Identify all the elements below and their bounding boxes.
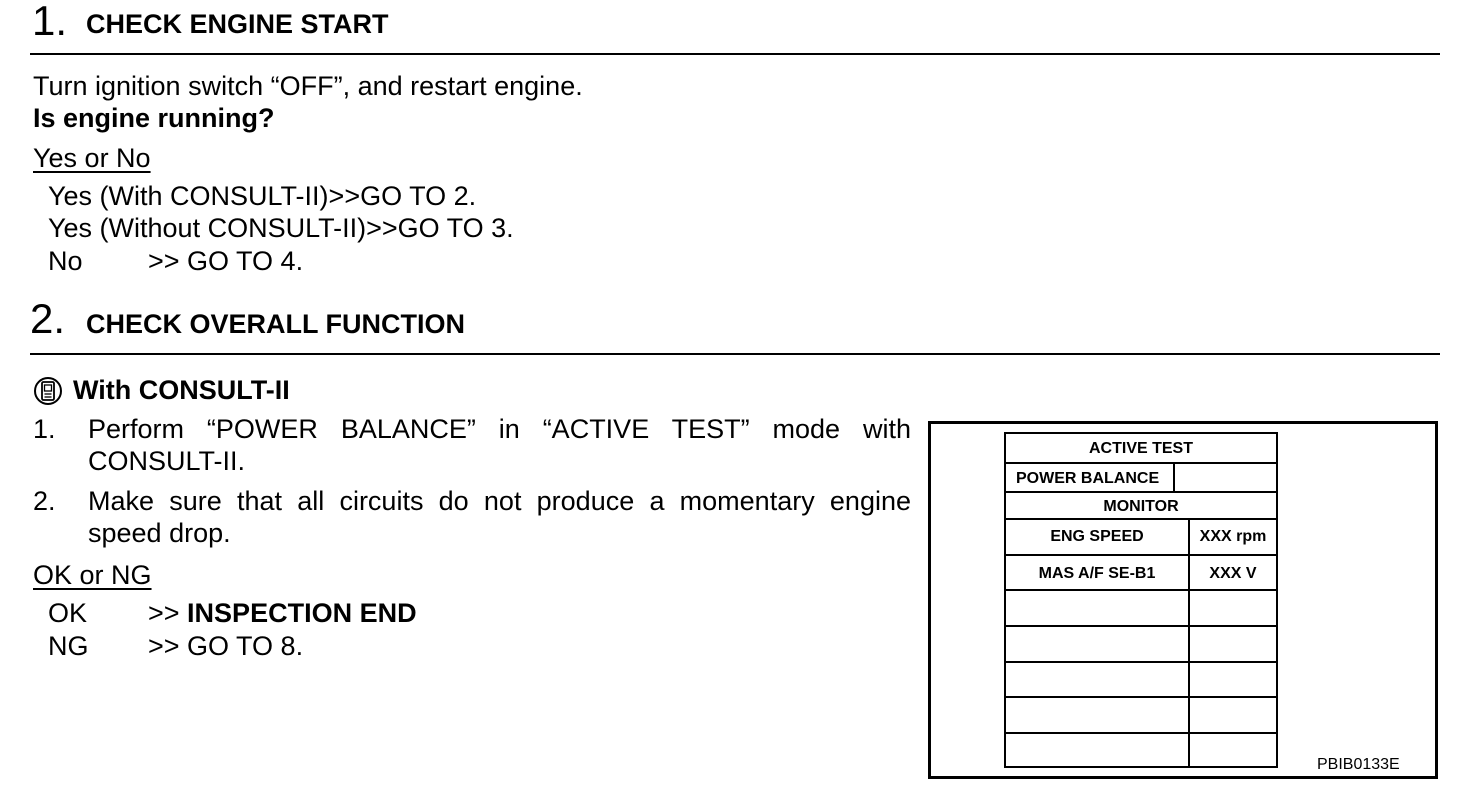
procedure-2-number: 2. xyxy=(33,486,56,516)
step-2-divider xyxy=(30,353,1440,355)
screen-row-value: XXX rpm xyxy=(1199,528,1267,545)
screen-monitor-header: MONITOR xyxy=(1103,498,1179,515)
screen-row-divider xyxy=(1006,696,1276,698)
consult-device-icon xyxy=(33,376,63,406)
screen-row-value: XXX V xyxy=(1209,565,1257,582)
screen-row-divider xyxy=(1006,589,1276,591)
step-1-instruction: Turn ignition switch “OFF”, and restart engine. xyxy=(33,71,583,101)
procedure-item-2 xyxy=(33,485,913,549)
step-2-outcome-ng-action: >> GO TO 8. xyxy=(148,631,304,661)
step-2-mode-label: With CONSULT-II xyxy=(73,375,290,405)
step-2-outcome-ok-text: INSPECTION END xyxy=(187,598,417,628)
procedure-1-line-2: CONSULT-II. xyxy=(88,446,246,476)
screen-divider xyxy=(1006,518,1276,520)
screen-row-divider xyxy=(1006,732,1276,734)
step-2-choice-heading: OK or NG xyxy=(33,560,152,590)
procedure-item-1 xyxy=(33,413,913,477)
screen-row-divider xyxy=(1006,661,1276,663)
procedure-1-line-1: Perform “POWER BALANCE” in “ACTIVE TEST” mode with xyxy=(88,414,911,444)
screen-divider xyxy=(1173,462,1175,491)
procedure-2-line-2: speed drop. xyxy=(88,518,231,548)
step-1-outcome-yes-consult: Yes (With CONSULT-II)>>GO TO 2. xyxy=(48,181,477,211)
screen-header-active-test: ACTIVE TEST xyxy=(1088,440,1193,457)
step-2-title: CHECK OVERALL FUNCTION xyxy=(86,309,466,339)
step-1-outcome-no-label: No xyxy=(48,246,83,276)
step-1-number: 1. xyxy=(32,0,68,44)
screen-divider xyxy=(1006,491,1276,493)
step-2-outcome-ok-prefix: >> xyxy=(148,598,188,628)
procedure-2-line-1: Make sure that all circuits do not produce a momentary engine xyxy=(88,486,911,516)
figure-code: PBIB0133E xyxy=(1317,756,1400,773)
step-2-outcome-ok-label: OK xyxy=(48,598,88,628)
screen-test-item: POWER BALANCE xyxy=(1016,470,1160,487)
step-1-question: Is engine running? xyxy=(33,103,275,133)
step-1-outcome-no-action: >> GO TO 4. xyxy=(148,246,304,276)
step-2-outcome-ng-label: NG xyxy=(48,631,89,661)
step-1-outcome-yes-no-consult: Yes (Without CONSULT-II)>>GO TO 3. xyxy=(48,213,514,243)
screen-row-divider xyxy=(1006,554,1276,556)
procedure-1-number: 1. xyxy=(33,414,56,444)
step-2-number: 2. xyxy=(30,295,66,342)
screen-row-divider xyxy=(1006,625,1276,627)
step-2-outcome-ok-action xyxy=(148,597,417,629)
consult-screen xyxy=(1004,432,1278,768)
step-1-choice-heading: Yes or No xyxy=(33,143,151,173)
step-1-title: CHECK ENGINE START xyxy=(86,9,389,39)
step-1-divider xyxy=(30,53,1440,55)
screen-row-name: MAS A/F SE-B1 xyxy=(1038,565,1156,582)
screen-divider xyxy=(1006,462,1276,464)
screen-row-name: ENG SPEED xyxy=(1050,528,1144,545)
